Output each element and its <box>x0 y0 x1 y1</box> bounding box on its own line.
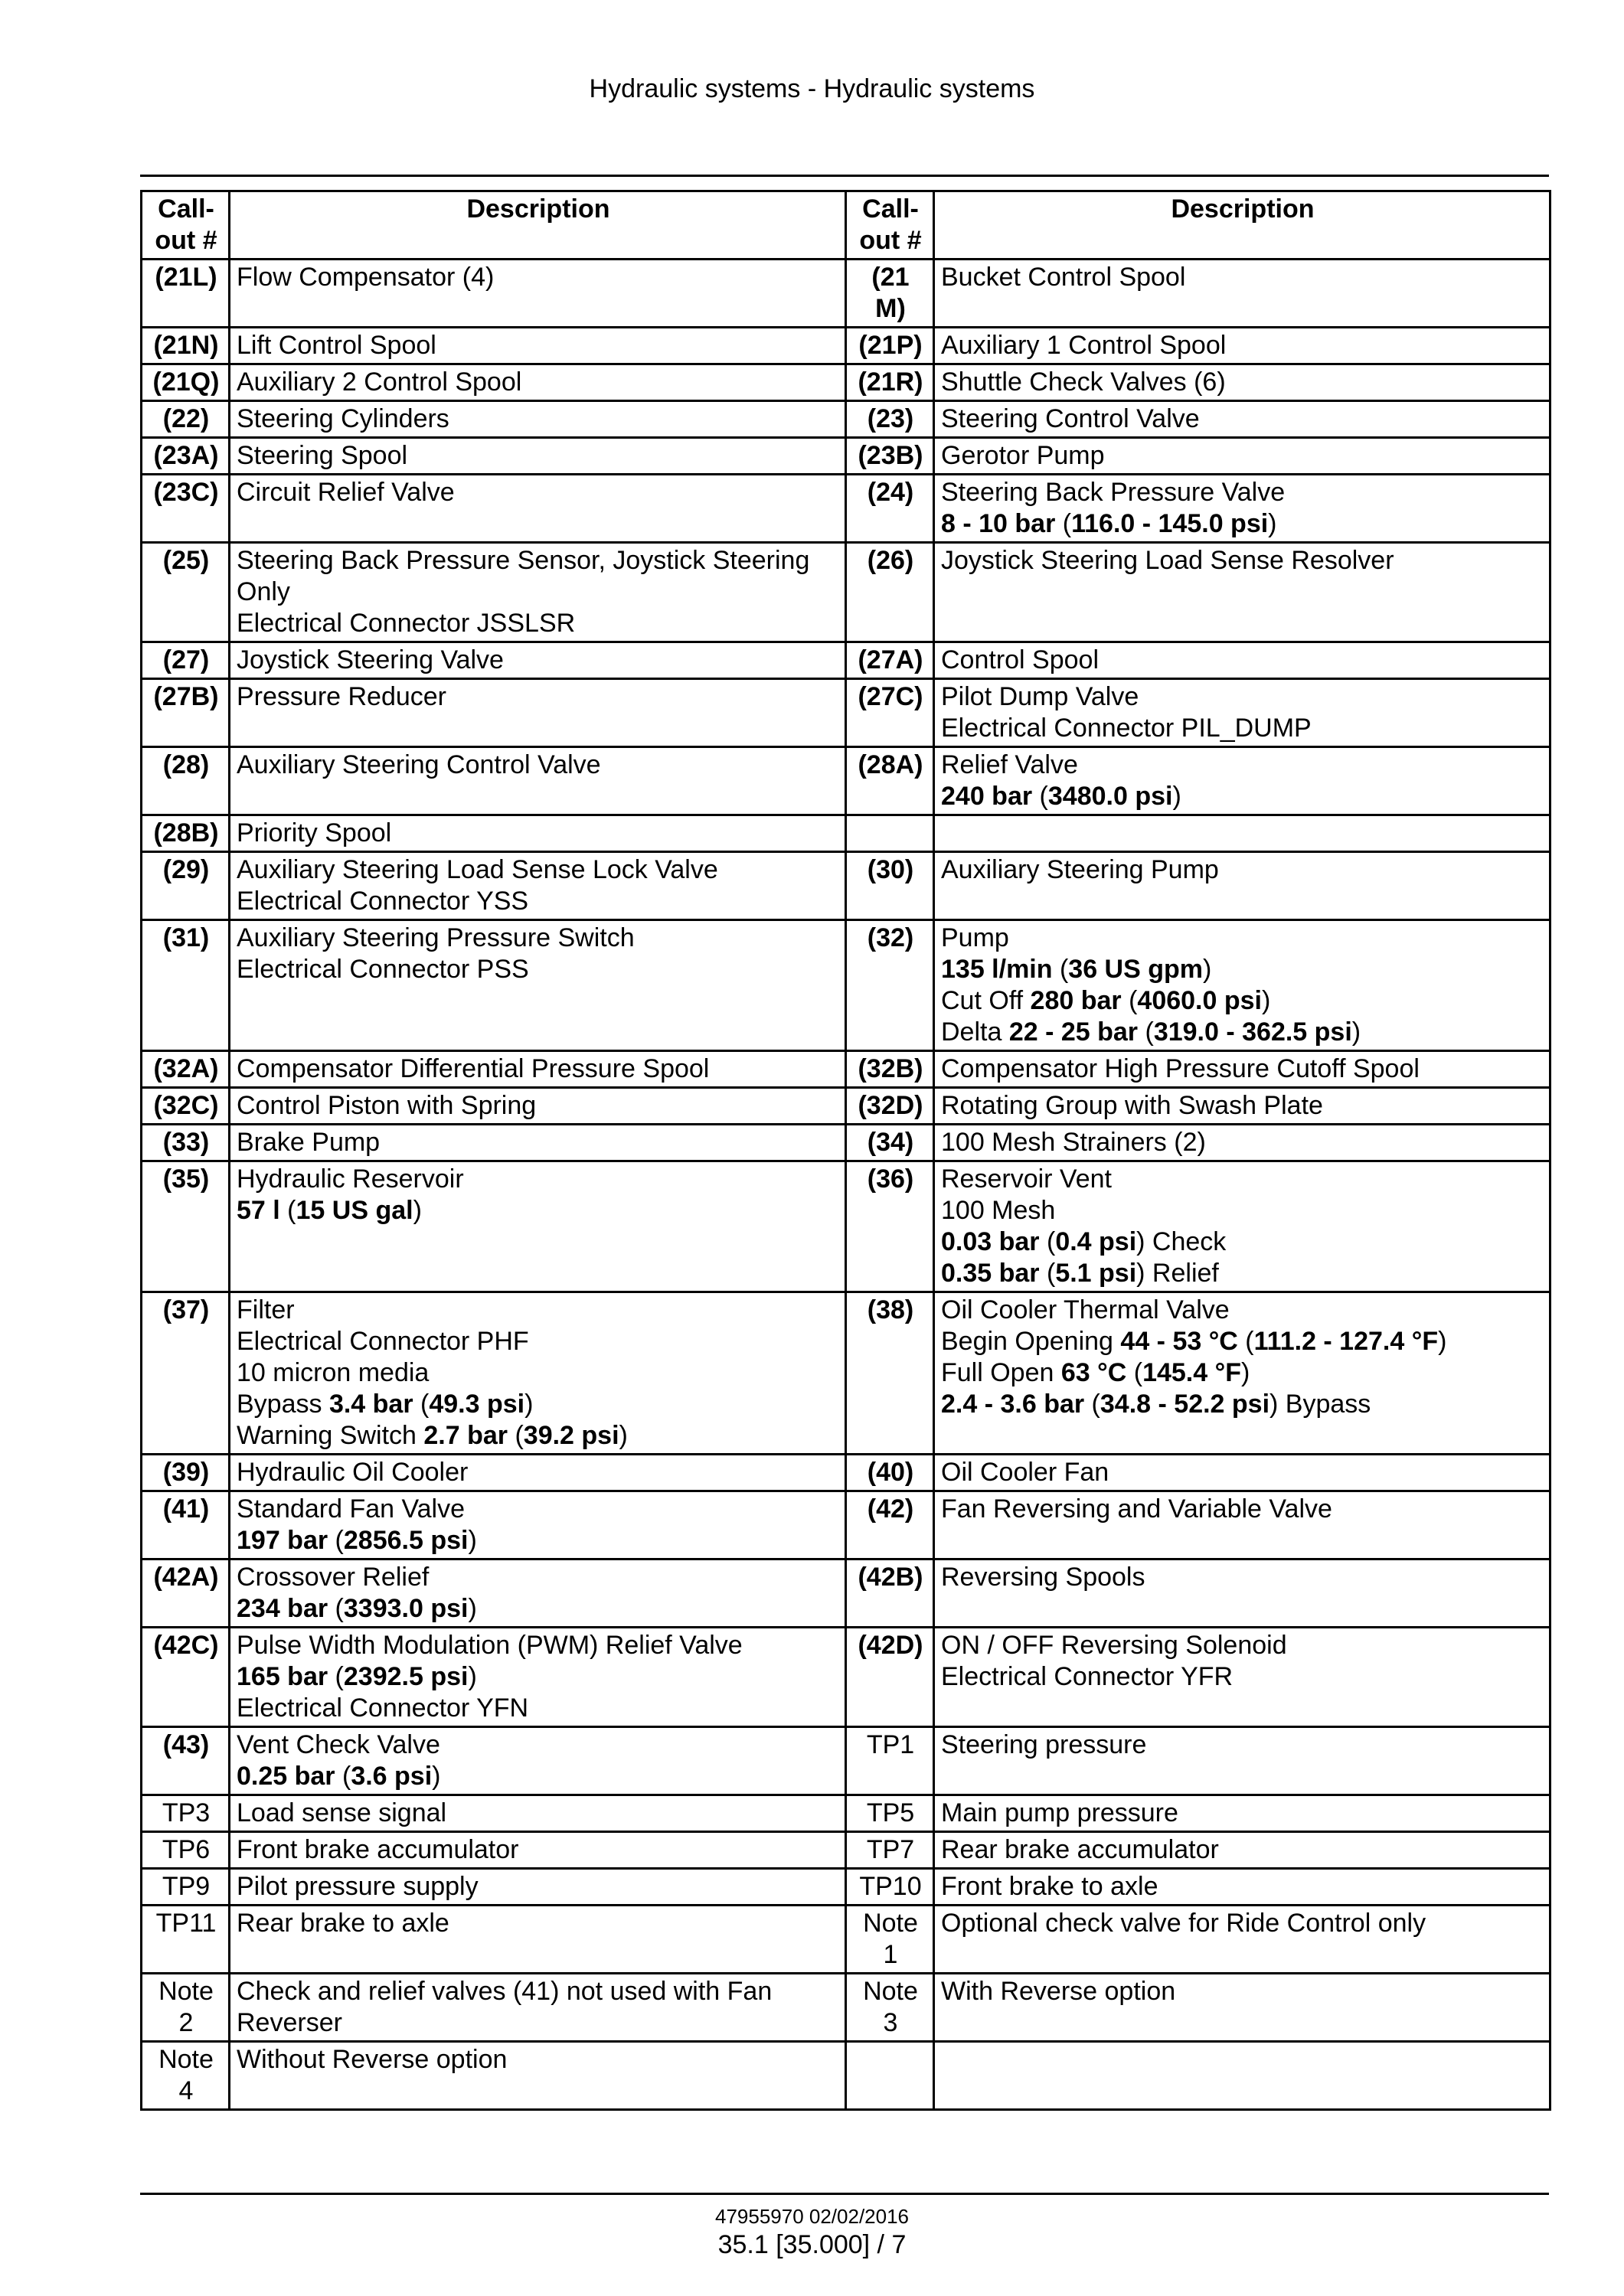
table-row <box>142 747 1550 815</box>
spec-value: 5.1 psi <box>1055 1259 1137 1288</box>
callout-number: (31) <box>142 920 230 1051</box>
callout-number: (42D) <box>846 1628 934 1727</box>
callout-description <box>230 401 846 438</box>
spec-value: 8 - 10 bar <box>941 509 1056 538</box>
callout-description <box>230 1832 846 1869</box>
table-row <box>142 543 1550 642</box>
callout-number: (42A) <box>142 1560 230 1628</box>
description-line: Steering pressure <box>941 1730 1147 1759</box>
callout-number: Note 2 <box>142 1974 230 2042</box>
description-line: Full Open 63 °C (145.4 °F) <box>941 1358 1250 1387</box>
table-row <box>142 1795 1550 1832</box>
callout-number: (28) <box>142 747 230 815</box>
spec-value: 197 bar <box>237 1526 328 1555</box>
description-line: Circuit Relief Valve <box>237 478 455 507</box>
description-line: Cut Off 280 bar (4060.0 psi) <box>941 986 1271 1015</box>
description-line: Electrical Connector YSS <box>237 887 529 916</box>
callout-number: (33) <box>142 1125 230 1161</box>
description-line: Pilot pressure supply <box>237 1872 479 1901</box>
callout-description <box>230 1869 846 1906</box>
callout-number: (42C) <box>142 1628 230 1727</box>
table-row <box>142 679 1550 747</box>
callout-description <box>230 1051 846 1088</box>
description-line: 2.4 - 3.6 bar (34.8 - 52.2 psi) Bypass <box>941 1390 1371 1419</box>
description-line: Electrical Connector JSSLSR <box>237 609 576 638</box>
table-row <box>142 328 1550 364</box>
callout-number: (21P) <box>846 328 934 364</box>
description-line: Begin Opening 44 - 53 °C (111.2 - 127.4 °F) <box>941 1327 1447 1356</box>
description-line: Reverser <box>237 2008 342 2037</box>
table-row <box>142 642 1550 679</box>
table-header-row <box>142 191 1550 260</box>
table-row <box>142 1491 1550 1560</box>
callout-description <box>934 475 1550 543</box>
table-row <box>142 1292 1550 1455</box>
description-line: 135 l/min (36 US gpm) <box>941 955 1212 984</box>
callout-description <box>934 1088 1550 1125</box>
callout-description <box>934 1292 1550 1455</box>
spec-value: 34.8 - 52.2 psi <box>1100 1390 1270 1419</box>
callout-number: (32B) <box>846 1051 934 1088</box>
callout-number: (29) <box>142 852 230 920</box>
table-row <box>142 438 1550 475</box>
page-number: 35.1 [35.000] / 7 <box>717 2230 907 2259</box>
callout-description <box>230 1292 846 1455</box>
description-line: Fan Reversing and Variable Valve <box>941 1494 1332 1524</box>
description-line: Vent Check Valve <box>237 1730 440 1759</box>
callout-description <box>934 2042 1550 2110</box>
description-line: Oil Cooler Fan <box>941 1458 1109 1487</box>
description-line: Pulse Width Modulation (PWM) Relief Valve <box>237 1631 743 1660</box>
description-line: Steering Cylinders <box>237 404 449 433</box>
callout-column-header: Call- out # <box>846 191 934 260</box>
table-row <box>142 1161 1550 1292</box>
callout-number: (34) <box>846 1125 934 1161</box>
callout-description <box>934 328 1550 364</box>
description-line: With Reverse option <box>941 1977 1176 2006</box>
callout-description <box>230 747 846 815</box>
callout-description <box>230 2042 846 2110</box>
description-line: Steering Back Pressure Sensor, Joystick Steering <box>237 546 810 575</box>
description-line: Steering Spool <box>237 441 408 470</box>
description-line: Steering Back Pressure Valve <box>941 478 1286 507</box>
callout-number <box>846 815 934 852</box>
description-line: Reversing Spools <box>941 1563 1145 1592</box>
callout-description <box>934 1455 1550 1491</box>
description-line: Oil Cooler Thermal Valve <box>941 1295 1230 1324</box>
description-line: Electrical Connector PSS <box>237 955 529 984</box>
table-row <box>142 1560 1550 1628</box>
description-line: Rotating Group with Swash Plate <box>941 1091 1323 1120</box>
callout-description <box>934 1906 1550 1974</box>
description-line: Bucket Control Spool <box>941 263 1186 292</box>
callout-description <box>934 1727 1550 1795</box>
callout-description <box>230 920 846 1051</box>
description-line: 0.35 bar (5.1 psi) Relief <box>941 1259 1219 1288</box>
callout-description <box>934 1051 1550 1088</box>
description-line: Steering Control Valve <box>941 404 1200 433</box>
callout-number: (42B) <box>846 1560 934 1628</box>
description-line: Crossover Relief <box>237 1563 430 1592</box>
description-line: Electrical Connector PHF <box>237 1327 529 1356</box>
spec-value: 57 l <box>237 1196 280 1225</box>
callout-number: TP5 <box>846 1795 934 1832</box>
callout-number: (35) <box>142 1161 230 1292</box>
description-line: Compensator High Pressure Cutoff Spool <box>941 1054 1420 1083</box>
description-line: Flow Compensator (4) <box>237 263 495 292</box>
callout-number: (21L) <box>142 260 230 328</box>
callout-description <box>934 1832 1550 1869</box>
callout-description <box>934 747 1550 815</box>
description-line: 165 bar (2392.5 psi) <box>237 1662 477 1691</box>
description-line: Delta 22 - 25 bar (319.0 - 362.5 psi) <box>941 1017 1361 1047</box>
callout-number: (23A) <box>142 438 230 475</box>
description-line: Without Reverse option <box>237 2045 508 2074</box>
callout-description <box>230 1088 846 1125</box>
page-header-title: Hydraulic systems - Hydraulic systems <box>589 74 1035 103</box>
table-row <box>142 1869 1550 1906</box>
callout-description <box>934 642 1550 679</box>
callout-number: (21R) <box>846 364 934 401</box>
callout-number: (24) <box>846 475 934 543</box>
callout-number: TP9 <box>142 1869 230 1906</box>
description-line: Electrical Connector YFN <box>237 1693 529 1723</box>
callout-number: (27) <box>142 642 230 679</box>
description-line: Pilot Dump Valve <box>941 682 1139 711</box>
callout-description <box>230 679 846 747</box>
table-row <box>142 1088 1550 1125</box>
description-column-header: Description <box>934 191 1550 260</box>
description-line: Electrical Connector YFR <box>941 1662 1234 1691</box>
table-row <box>142 1832 1550 1869</box>
description-line: Reservoir Vent <box>941 1164 1112 1194</box>
callout-number: (30) <box>846 852 934 920</box>
callout-description <box>934 401 1550 438</box>
spec-value: 15 US gal <box>296 1196 413 1225</box>
callout-number: (27A) <box>846 642 934 679</box>
callout-description <box>230 1125 846 1161</box>
callout-number: (21Q) <box>142 364 230 401</box>
table-row <box>142 852 1550 920</box>
description-line: 100 Mesh Strainers (2) <box>941 1128 1206 1157</box>
callout-number: (21 M) <box>846 260 934 328</box>
description-line: 240 bar (3480.0 psi) <box>941 782 1181 811</box>
description-line: 197 bar (2856.5 psi) <box>237 1526 477 1555</box>
description-line: Load sense signal <box>237 1798 447 1827</box>
spec-value: 22 - 25 bar <box>1008 1017 1139 1047</box>
table-row <box>142 260 1550 328</box>
callout-number: (23C) <box>142 475 230 543</box>
callout-number: (41) <box>142 1491 230 1560</box>
description-line: 10 micron media <box>237 1358 430 1387</box>
callout-number: (43) <box>142 1727 230 1795</box>
spec-value: 111.2 - 127.4 °F <box>1253 1327 1439 1356</box>
spec-value: 234 bar <box>237 1594 328 1623</box>
callout-number: (37) <box>142 1292 230 1455</box>
callout-description <box>230 642 846 679</box>
callout-number: (27C) <box>846 679 934 747</box>
callout-number <box>846 2042 934 2110</box>
description-line: 0.25 bar (3.6 psi) <box>237 1762 441 1791</box>
callout-description <box>934 1628 1550 1727</box>
callout-number: Note 1 <box>846 1906 934 1974</box>
description-line: Joystick Steering Load Sense Resolver <box>941 546 1394 575</box>
callout-number: (42) <box>846 1491 934 1560</box>
spec-value: 0.25 bar <box>237 1762 335 1791</box>
callout-description <box>230 260 846 328</box>
spec-value: 2392.5 psi <box>343 1662 469 1691</box>
description-line: Hydraulic Oil Cooler <box>237 1458 469 1487</box>
table-row <box>142 1125 1550 1161</box>
spec-value: 280 bar <box>1030 986 1122 1015</box>
callout-number: TP10 <box>846 1869 934 1906</box>
callout-number: TP7 <box>846 1832 934 1869</box>
callout-number: (38) <box>846 1292 934 1455</box>
table-row <box>142 1974 1550 2042</box>
table-row <box>142 920 1550 1051</box>
table-row <box>142 401 1550 438</box>
description-line: Auxiliary 1 Control Spool <box>941 331 1227 360</box>
spec-value: 116.0 - 145.0 psi <box>1071 509 1269 538</box>
table-row <box>142 2042 1550 2110</box>
spec-value: 63 °C <box>1060 1358 1127 1387</box>
callout-description <box>230 852 846 920</box>
callout-number: TP1 <box>846 1727 934 1795</box>
description-line: ON / OFF Reversing Solenoid <box>941 1631 1287 1660</box>
description-line: Only <box>237 577 290 606</box>
spec-value: 44 - 53 °C <box>1120 1327 1238 1356</box>
spec-value: 0.4 psi <box>1055 1227 1137 1256</box>
callout-description <box>934 1869 1550 1906</box>
spec-value: 36 US gpm <box>1068 955 1204 984</box>
description-line: Rear brake accumulator <box>941 1835 1219 1864</box>
callout-number: (26) <box>846 543 934 642</box>
callout-description <box>230 328 846 364</box>
spec-value: 3.6 psi <box>351 1762 433 1791</box>
table-row <box>142 364 1550 401</box>
description-line: Priority Spool <box>237 818 392 848</box>
spec-value: 3393.0 psi <box>343 1594 469 1623</box>
callout-description <box>934 543 1550 642</box>
spec-value: 145.4 °F <box>1142 1358 1241 1387</box>
description-line: Auxiliary Steering Pump <box>941 855 1219 884</box>
description-line: Electrical Connector PIL_DUMP <box>941 714 1312 743</box>
spec-value: 0.35 bar <box>941 1259 1040 1288</box>
table-row <box>142 1455 1550 1491</box>
callout-description <box>230 1161 846 1292</box>
description-column-header: Description <box>230 191 846 260</box>
callout-description <box>934 1491 1550 1560</box>
description-line: Hydraulic Reservoir <box>237 1164 464 1194</box>
callout-column-header: Call- out # <box>142 191 230 260</box>
document-id: 47955970 02/02/2016 <box>714 2205 910 2228</box>
description-line: 0.03 bar (0.4 psi) Check <box>941 1227 1227 1256</box>
table-row <box>142 475 1550 543</box>
description-line: Joystick Steering Valve <box>237 645 504 674</box>
description-line: 234 bar (3393.0 psi) <box>237 1594 477 1623</box>
callout-description <box>934 815 1550 852</box>
callout-number: (32D) <box>846 1088 934 1125</box>
description-line: Standard Fan Valve <box>237 1494 465 1524</box>
spec-value: 2.7 bar <box>423 1421 508 1450</box>
table-row <box>142 1727 1550 1795</box>
callout-number: (28A) <box>846 747 934 815</box>
callout-number: (36) <box>846 1161 934 1292</box>
description-line: Control Piston with Spring <box>237 1091 537 1120</box>
table-row <box>142 815 1550 852</box>
callout-description <box>230 1906 846 1974</box>
spec-value: 319.0 - 362.5 psi <box>1153 1017 1352 1047</box>
callout-description <box>934 852 1550 920</box>
callout-description <box>230 1455 846 1491</box>
spec-value: 39.2 psi <box>523 1421 619 1450</box>
callout-description <box>934 1795 1550 1832</box>
callout-description <box>934 1974 1550 2042</box>
callout-description <box>230 543 846 642</box>
callout-description <box>934 679 1550 747</box>
callout-table-body <box>142 260 1550 2110</box>
callout-number: (23B) <box>846 438 934 475</box>
table-row <box>142 1628 1550 1727</box>
callout-number: (39) <box>142 1455 230 1491</box>
callout-number: (21N) <box>142 328 230 364</box>
callout-number: TP6 <box>142 1832 230 1869</box>
spec-value: 3480.0 psi <box>1047 782 1173 811</box>
description-line: Main pump pressure <box>941 1798 1178 1827</box>
spec-value: 49.3 psi <box>429 1390 525 1419</box>
description-line: Bypass 3.4 bar (49.3 psi) <box>237 1390 534 1419</box>
description-line: Auxiliary 2 Control Spool <box>237 367 522 397</box>
callout-description <box>934 1560 1550 1628</box>
callout-description <box>934 438 1550 475</box>
description-line: Rear brake to axle <box>237 1909 449 1938</box>
spec-value: 0.03 bar <box>941 1227 1040 1256</box>
description-line: Shuttle Check Valves (6) <box>941 367 1226 397</box>
callout-description <box>230 1491 846 1560</box>
description-line: Gerotor Pump <box>941 441 1105 470</box>
callout-description <box>230 1628 846 1727</box>
description-line: Filter <box>237 1295 295 1324</box>
spec-value: 4060.0 psi <box>1137 986 1262 1015</box>
callout-number: Note 4 <box>142 2042 230 2110</box>
description-line: Brake Pump <box>237 1128 381 1157</box>
footer-divider <box>140 2193 1549 2195</box>
description-line: Pump <box>941 923 1009 952</box>
callout-description <box>934 364 1550 401</box>
description-line: 8 - 10 bar (116.0 - 145.0 psi) <box>941 509 1277 538</box>
callout-number: (32A) <box>142 1051 230 1088</box>
table-row <box>142 1051 1550 1088</box>
callout-description <box>934 1125 1550 1161</box>
callout-number: (32) <box>846 920 934 1051</box>
description-line: Compensator Differential Pressure Spool <box>237 1054 710 1083</box>
description-line: 100 Mesh <box>941 1196 1056 1225</box>
callout-description <box>230 815 846 852</box>
spec-value: 3.4 bar <box>328 1390 413 1419</box>
callout-description <box>230 475 846 543</box>
description-line: Auxiliary Steering Control Valve <box>237 750 601 779</box>
callout-number: (27B) <box>142 679 230 747</box>
description-line: Front brake to axle <box>941 1872 1158 1901</box>
description-line: 57 l (15 US gal) <box>237 1196 422 1225</box>
callout-table <box>140 190 1551 2111</box>
callout-number: (40) <box>846 1455 934 1491</box>
callout-number: (32C) <box>142 1088 230 1125</box>
callout-number: Note 3 <box>846 1974 934 2042</box>
description-line: Relief Valve <box>941 750 1078 779</box>
spec-value: 2856.5 psi <box>343 1526 469 1555</box>
spec-value: 165 bar <box>237 1662 328 1691</box>
callout-number: TP11 <box>142 1906 230 1974</box>
header-divider <box>140 175 1549 177</box>
description-line: Optional check valve for Ride Control only <box>941 1909 1426 1938</box>
callout-description <box>230 1974 846 2042</box>
callout-number: (22) <box>142 401 230 438</box>
callout-number: TP3 <box>142 1795 230 1832</box>
callout-description <box>230 438 846 475</box>
description-line: Front brake accumulator <box>237 1835 519 1864</box>
description-line: Auxiliary Steering Pressure Switch <box>237 923 635 952</box>
description-line: Check and relief valves (41) not used with Fan <box>237 1977 773 2006</box>
description-line: Pressure Reducer <box>237 682 447 711</box>
callout-number: (23) <box>846 401 934 438</box>
callout-description <box>934 920 1550 1051</box>
description-line: Warning Switch 2.7 bar (39.2 psi) <box>237 1421 628 1450</box>
spec-value: 135 l/min <box>941 955 1053 984</box>
description-line: Auxiliary Steering Load Sense Lock Valve <box>237 855 718 884</box>
callout-description <box>230 364 846 401</box>
callout-description <box>934 1161 1550 1292</box>
callout-description <box>934 260 1550 328</box>
description-line: Lift Control Spool <box>237 331 436 360</box>
spec-value: 240 bar <box>941 782 1033 811</box>
spec-value: 2.4 - 3.6 bar <box>941 1390 1085 1419</box>
table-row <box>142 1906 1550 1974</box>
callout-number: (28B) <box>142 815 230 852</box>
callout-description <box>230 1795 846 1832</box>
callout-description <box>230 1727 846 1795</box>
callout-description <box>230 1560 846 1628</box>
description-line: Control Spool <box>941 645 1100 674</box>
callout-number: (25) <box>142 543 230 642</box>
